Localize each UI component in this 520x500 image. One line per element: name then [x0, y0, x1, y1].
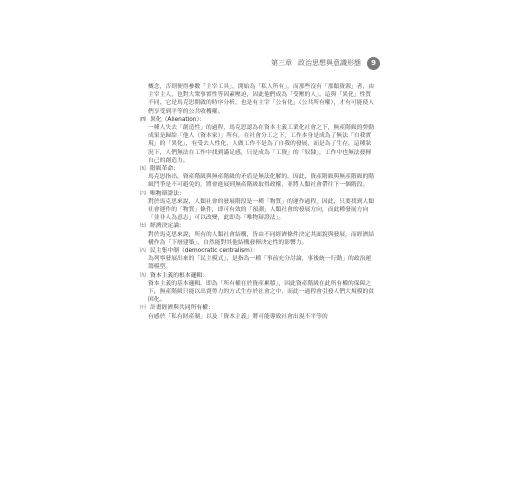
section-heading — [140, 222, 375, 230]
section-paragraph: 馬克思指出，資產階級與無產階級的矛盾是無法化解的，因此，資產階級與無產階級的階級鬥爭是不可避免的，將會進展到無產階級取得政權，並將人類社會帶往下一個階段。 — [148, 174, 375, 189]
section-paragraph: 對於馬克思來說，所有的人類社會結構，皆由不同經濟條件決定其面貌與發展，而經濟結構作為「下層建築」，自然能對其他結構發揮決定性的影響力。 — [148, 231, 375, 246]
section-paragraph: 對於馬克思來說，人類社會的發展階段是一種「物質」的運作過程，因此，只要找到人類社會運作的「物質」條件，即可有效的「預測」人類社會的發展方向，而此種發展方向「並非人為意志」可以改變，此即為「唯物辯證法」。 — [148, 198, 375, 222]
chapter-title: 政治思想與意識形態 — [298, 59, 361, 67]
section-mark: ㈥ — [140, 190, 146, 197]
section-heading — [140, 304, 375, 312]
section-mark: ㈤ — [140, 166, 146, 173]
section-title: 階級革命： — [150, 166, 179, 173]
section-mark: ㈦ — [140, 223, 146, 230]
section-heading — [140, 190, 375, 198]
section-paragraph: 有感於「私有財產制」以及「資本主義」將可能導致社會出現不平等的 — [148, 313, 328, 320]
section-mark: ㈧ — [140, 248, 146, 255]
section-mark: ㈣ — [140, 116, 146, 123]
section-paragraph: 為列寧發展出來的「民主模式」，是指為一種「事前充分討論，事後統一行動」的政治運籌模型。 — [148, 256, 372, 271]
chapter-label: 第三章 — [271, 59, 292, 67]
section-heading — [140, 116, 375, 124]
section-heading — [140, 165, 375, 173]
section-mark: ㈩ — [140, 305, 146, 312]
page-number-badge: 9 — [367, 57, 380, 70]
section-title: 異化（Alienation）： — [150, 116, 206, 123]
section-title: 資本主義的根本邏輯： — [150, 272, 208, 279]
section-paragraph: 一種人失去「創造性」的過程，馬克思認為在資本主義工業化社會之下，無產階級的勞動成果是歸給「他人（資本家）」所有，在社會分工之下，工作本身是成為了無法「自我實現」的「異化」，有受去人性化，人做工作不是為了自我的發展，而是為了生存，這種狀況下，人們無法在工作中找到滿足感，只是成為「工資」的「奴隸」，工作中也無法發揮自己的創造力。 — [148, 125, 375, 164]
section-title: 經濟決定論： — [150, 223, 185, 230]
section-paragraph: 資本主義的基本邏輯，即為「所有權在於資產累積」，因此資產階級在此所有權的保障之下，無產階級只能以出賣勞力的方式生存於社會之中，而此一過程會引發人們大規模的貧困化。 — [148, 280, 375, 304]
section-title: 民主集中制（democratic centralism）： — [150, 248, 259, 255]
page-body — [140, 83, 375, 321]
section-title: 唯物辯證法： — [150, 190, 185, 197]
intro-paragraph: 概念，否則便得參數「主宰工具」，開始為「私人所有」，而那些沒有「那類資源」者，由主宰主人，也對大衆事實性等因素壓迫，因此他們成為「受壓的人」。這與「異化」性質不同，它是馬克思開啟的時序分析，也是有主宰「公有化」（公共所有權），才有可能使人們享受到平等的公共收穫權。 — [148, 84, 375, 115]
section-heading — [140, 272, 375, 280]
section-heading — [140, 247, 375, 255]
section-title: 計畫經濟與共同所有權： — [150, 305, 214, 312]
section-mark: ㈨ — [140, 272, 146, 279]
page-header — [260, 56, 380, 70]
